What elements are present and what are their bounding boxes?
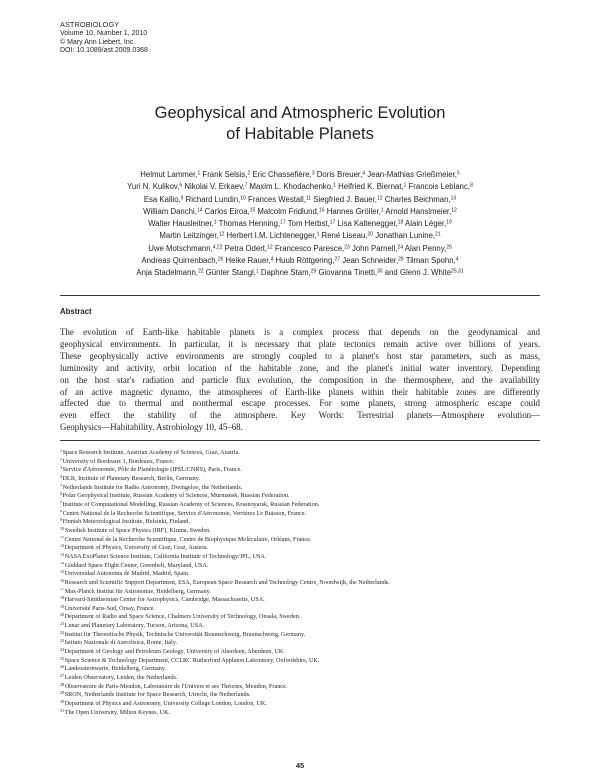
author-affiliation-mark: 13 (450, 195, 457, 201)
author-affiliation-mark: 22 (197, 268, 204, 275)
author-line (60, 255, 540, 267)
affiliation-number: 29 (60, 691, 65, 696)
affiliation-number: 28 (60, 682, 65, 687)
affiliation-number: 24 (60, 648, 65, 652)
affiliation-item (60, 492, 540, 501)
affiliation-text: DLR, Institute of Planetary Research, Berlin, Germany. (62, 474, 200, 482)
affiliation-text: Université Paris-Sud, Orsay, France. (64, 604, 156, 612)
affiliation-text: Department of Radio and Space Science, Chalmers University of Technology, Onsala, Sweden. (64, 613, 301, 621)
affiliation-item (60, 691, 540, 700)
author-name: Heike Rauer, (223, 256, 271, 266)
author-name: John Parnell, (349, 243, 398, 253)
affiliation-number: 9 (60, 518, 63, 523)
author-affiliation-mark: 23 (344, 244, 350, 251)
author-affiliation-mark: 9 (180, 195, 184, 201)
author-name: Eric Chassefière, (250, 170, 312, 179)
author-affiliation-mark: 1 (197, 170, 201, 177)
author-name: Nikolai V. Erkaev, (182, 182, 245, 192)
author-affiliation-mark: 15 (249, 207, 256, 214)
author-affiliation-mark: 14 (196, 207, 203, 214)
author-name: Huub Röttgering, (273, 256, 335, 266)
affiliation-text: Max-Planck Institut für Astronomie, Heidelberg, Germany. (64, 587, 211, 595)
affiliation-text: Istituto Nazionale di Astrofisica, Rome, Italy. (64, 639, 178, 647)
affiliation-text: Landessternwarte, Heidelberg, Germany. (64, 665, 167, 673)
affiliation-number: 18 (60, 596, 65, 600)
author-affiliation-mark: 12 (376, 195, 383, 201)
affiliation-text: Polar Geophysical Institute, Russian Academy of Sciences, Murmansk, Russian Federation. (62, 492, 290, 500)
abstract-line: luminosity and activity, orbit location of the habitable zone, and the planet's initial water inventory. Depending (60, 362, 540, 373)
author-affiliation-mark: 1 (403, 182, 407, 189)
journal-copyright: © Mary Ann Liebert, Inc. (60, 38, 136, 46)
affiliation-item (60, 518, 540, 527)
affiliation-text: Centre National de la Recherche Scientifique, Centre de Biophysique Moléculaire, Orléans, France. (64, 535, 312, 543)
affiliation-text: Observatoire de Paris-Meudon, Laboratoire de l'Univers et ses Théories, Meudon, France. (64, 682, 288, 690)
affiliation-text: Goddard Space Flight Center, Greenbelt, Maryland, USA. (64, 561, 209, 569)
author-line (60, 230, 540, 242)
affiliation-text: The Open University, Milton Keynes, UK. (64, 708, 171, 716)
author-name: Frank Selsis, (200, 170, 248, 179)
author-name: Malcolm Fridlund, (255, 206, 319, 216)
affiliation-item (60, 622, 540, 631)
author-affiliation-mark: 28 (398, 256, 404, 263)
author-affiliation-mark: 19 (446, 219, 452, 226)
affiliation-item (60, 674, 540, 683)
affiliation-number: 15 (60, 570, 65, 574)
author-name: Francois Leblanc, (406, 182, 471, 192)
author-name: Daphne Stam, (258, 268, 311, 278)
affiliation-number: 23 (60, 639, 65, 644)
author-name: Hannes Gröller, (324, 206, 381, 216)
author-affiliation-mark: 17 (280, 219, 286, 226)
author-affiliation-mark: 4 (455, 256, 459, 263)
affiliation-item (60, 570, 540, 579)
author-name: Günter Stangl, (203, 268, 256, 278)
affiliation-item (60, 588, 540, 597)
affiliation-number: 20 (60, 613, 65, 618)
author-affiliation-mark: 21 (435, 231, 441, 238)
affiliation-text: Department of Physics, University of Graz, Graz, Austria. (64, 544, 209, 552)
author-name: Thomas Henning, (216, 219, 281, 229)
journal-header (60, 21, 148, 56)
affiliation-number: 6 (60, 492, 63, 497)
author-name: Arnold Hanslmeier, (383, 206, 452, 216)
affiliation-number: 17 (60, 587, 65, 592)
abstract-line: even effect the stability of the atmosphere. Key Words: Terrestrial planets—Atmosphere evolution— (60, 410, 540, 421)
page-number: 45 (295, 761, 305, 770)
affiliation-number: 13 (60, 552, 65, 557)
author-affiliation-mark: 8 (470, 182, 473, 189)
affiliation-text: NASA ExoPlanet Science Institute, California Institute of Technology/JPL, USA. (64, 552, 267, 560)
affiliation-item (60, 709, 540, 718)
affiliation-text: Lunar and Planetary Laboratory, Tucson, Arizona, USA. (64, 622, 205, 630)
journal-volume: Volume 10, Number 1, 2010 (60, 29, 148, 37)
affiliation-number: 3 (60, 466, 63, 471)
author-affiliation-mark: 2 (247, 170, 251, 177)
author-affiliation-mark: 1 (213, 219, 217, 226)
author-name: Carlos Eiroa, (202, 206, 250, 216)
author-name: Tilman Spohn, (403, 256, 456, 266)
affiliation-item (60, 562, 540, 571)
affiliation-item (60, 665, 540, 674)
affiliation-number: 8 (60, 509, 63, 514)
affiliation-number: 30 (60, 700, 65, 704)
author-name: Maxim L. Khodachenko, (247, 182, 334, 192)
author-name: Jean-Mathias Grießmeier, (365, 170, 457, 179)
author-affiliation-mark: 1 (316, 231, 320, 238)
affiliation-number: 4 (60, 474, 63, 479)
affiliation-text: Institut für Theoretische Physik, Technische Universität Braunschweig, Braunschweig, Germany. (64, 630, 306, 638)
author-line (60, 194, 540, 206)
affiliation-item (60, 553, 540, 562)
author-name: Helfried K. Biernat, (335, 182, 404, 192)
author-line (60, 243, 540, 255)
affiliation-text: Finnish Meteorological Institute, Helsinki, Finland. (62, 518, 190, 526)
affiliation-number: 11 (60, 535, 65, 540)
abstract-body (60, 327, 540, 434)
abstract-line: on the host star's radiation and particle flux evolution, the composition in the thermosphere, and the availability (60, 374, 540, 385)
affiliation-number: 10 (60, 526, 65, 531)
author-name: Francesco Paresce, (272, 243, 345, 253)
abstract-line: These geophysically active environments are strongly coupled to a planet's host star parameters, such as mass, (60, 350, 540, 361)
affiliation-number: 14 (60, 561, 65, 566)
author-affiliation-mark: 27 (334, 256, 341, 263)
affiliation-text: Space Research Institute, Austrian Academy of Sciences, Graz, Austria. (62, 449, 240, 456)
affiliation-number: 12 (60, 544, 65, 549)
affiliation-item (60, 648, 540, 657)
author-name: Siegfried J. Bauer, (311, 194, 377, 204)
author-affiliation-mark: 30 (377, 268, 383, 275)
affiliation-item (60, 475, 540, 484)
affiliation-item (60, 579, 540, 588)
author-affiliation-mark: 4,22 (212, 244, 223, 251)
affiliation-item (60, 484, 540, 493)
author-name: Charles Beichman, (382, 194, 451, 204)
journal-doi: DOI: 10.1089/ast.2009.0368 (60, 47, 148, 55)
author-name: Walter Hausleitner, (148, 219, 214, 229)
author-name: Uwe Motschmann, (148, 243, 213, 253)
author-affiliation-mark: 11 (305, 195, 312, 201)
affiliation-item (60, 458, 540, 467)
title-line: of Habitable Planets (226, 125, 374, 143)
affiliations-list (60, 449, 540, 717)
author-name: Yuri N. Kulikov, (127, 182, 180, 192)
author-affiliation-mark: 5 (456, 170, 460, 177)
affiliation-item (60, 639, 540, 648)
affiliation-item (60, 657, 540, 666)
affiliation-text: Space Science & Technology Department, CCLRC Rutherford Appleton Laboratory, Oxfordshire, UK. (64, 656, 320, 664)
author-name: Helmut Lammer, (140, 170, 198, 179)
affiliation-number: 22 (60, 630, 65, 635)
author-affiliation-mark: 7 (244, 182, 248, 189)
affiliation-text: Department of Physics and Astronomy, University College London, London, UK. (64, 700, 267, 708)
author-name: Frances Westall, (245, 194, 306, 204)
author-line (60, 206, 540, 218)
author-affiliation-mark: 10 (240, 195, 246, 201)
affiliation-item (60, 631, 540, 640)
author-name: Giovanna Tinetti, (316, 268, 378, 278)
affiliation-text: Harvard-Smithsonian Center for Astrophysics, Cambridge, Massachusetts, USA. (64, 596, 265, 604)
author-affiliation-mark: 1 (380, 207, 384, 214)
author-affiliation-mark: 25 (446, 244, 452, 251)
affiliation-text: Leiden Observatory, Leiden, the Netherlands. (64, 674, 178, 682)
author-name: Herbert I.M. Lichtenegger, (224, 231, 317, 241)
author-affiliation-mark: 29 (310, 268, 317, 275)
affiliation-text: Department of Geology and Petroleum Geology, University of Aberdeen, Aberdeen, UK. (64, 648, 285, 656)
author-affiliation-mark: 18 (397, 219, 404, 226)
author-name: Tom Herbst, (285, 219, 330, 229)
affiliation-number: 26 (60, 665, 65, 670)
author-affiliation-mark: 26 (217, 256, 224, 263)
affiliation-text: Institute of Computational Modelling, Russian Academy of Sciences, Krasnoyarsk, Russian Federation. (62, 500, 320, 508)
affiliation-text: Universidad Autonoma de Madrid, Madrid, Spain. (64, 570, 190, 578)
affiliation-text: Service d'Aéronomie, Pôle de Planétologie (IPSL/CNRS), Paris, France. (62, 466, 242, 474)
journal-name: ASTROBIOLOGY (60, 20, 120, 29)
affiliation-item (60, 527, 540, 536)
title-line: Geophysical and Atmospheric Evolution (154, 104, 446, 122)
author-name: Lisa Kaltenegger, (335, 219, 398, 229)
affiliation-text: University of Bordeaux 1, Bordeaux, France. (62, 457, 175, 465)
divider (60, 295, 540, 296)
affiliation-item (60, 605, 540, 614)
affiliation-item (60, 596, 540, 605)
author-name: René Liseau, (319, 231, 368, 241)
author-affiliation-mark: 17 (329, 219, 336, 226)
affiliation-item (60, 544, 540, 553)
abstract-line: geophysical environments. In particular, it is necessary that plate tectonics remain active over billions of years. (60, 338, 540, 349)
affiliation-item (60, 501, 540, 510)
article-title (0, 103, 600, 145)
affiliation-number: 25 (60, 656, 65, 661)
author-affiliation-mark: 24 (397, 244, 404, 251)
divider (60, 440, 540, 441)
author-affiliation-mark: 3 (311, 170, 315, 177)
abstract-line: Geophysics—Habitability. Astrobiology 10, 45–68. (60, 422, 243, 433)
author-affiliation-mark: 4 (362, 170, 366, 177)
affiliation-item (60, 449, 540, 458)
abstract-line: of an active magnetic dynamo, the atmospheres of Earth-like planets within their habitable zones are differently (60, 386, 540, 397)
author-affiliation-mark: 12 (451, 207, 457, 214)
abstract-line: affected due to thermal and nonthermal escape processes. For some planets, strong atmospheric escape could (60, 398, 540, 409)
author-name: Jean Schneider, (340, 256, 399, 266)
author-name: Esa Kallio, (143, 194, 181, 204)
affiliation-number: 27 (60, 674, 65, 678)
author-name: Petra Odert, (222, 243, 268, 253)
affiliation-number: 19 (60, 604, 65, 609)
affiliation-text: Swedish Institute of Space Physics (IRF), Kiruna, Sweden. (64, 526, 211, 534)
affiliation-number: 5 (60, 483, 63, 488)
affiliation-item (60, 510, 540, 519)
author-name: and Glenn J. White (382, 268, 452, 278)
author-name: Andreas Quirrenbach, (141, 256, 218, 266)
affiliation-text: SRON, Netherlands Institute for Space Research, Utrecht, the Netherlands. (64, 691, 251, 699)
affiliation-item (60, 466, 540, 475)
author-name: Anja Stadelmann, (136, 268, 198, 278)
affiliation-number: 1 (60, 449, 63, 453)
author-name: Alan Penny, (403, 243, 447, 253)
author-name: Jonathan Lunine, (373, 231, 436, 241)
author-name: Richard Lundin, (183, 194, 241, 204)
affiliation-number: 7 (60, 500, 63, 505)
author-affiliation-mark: 1 (333, 182, 336, 189)
author-name: William Danchi, (143, 206, 197, 216)
affiliation-number: 16 (60, 578, 65, 583)
affiliation-number: 2 (60, 457, 63, 462)
author-name: Martin Leitzinger, (159, 231, 219, 241)
author-affiliation-mark: 1 (255, 268, 259, 275)
author-affiliation-mark: 6 (179, 182, 183, 189)
affiliation-number: 21 (60, 622, 65, 626)
affiliation-text: Centre National de la Recherche Scientifique, Service d'Aéronomie, Verrières Le Buisson, France. (62, 509, 307, 517)
author-affiliation-mark: 12 (218, 231, 225, 238)
affiliation-text: Netherlands Institute for Radio Astronomy, Dwingeloo, the Netherlands. (62, 483, 243, 491)
abstract-heading: Abstract (60, 307, 92, 316)
author-affiliation-mark: 20 (367, 231, 374, 238)
author-name: Doris Breuer, (314, 170, 363, 179)
abstract-line: The evolution of Earth-like habitable planets is a complex process that depends on the geodynamical and (60, 327, 540, 337)
affiliation-item (60, 536, 540, 545)
affiliation-text: Research and Scientific Support Department, ESA, European Space Research and Technology Centre, Noordwijk, the Netherlands. (64, 578, 390, 586)
author-line (60, 169, 540, 181)
author-affiliation-mark: 25,31 (451, 268, 464, 275)
affiliation-item (60, 613, 540, 622)
affiliation-item (60, 683, 540, 692)
affiliation-item (60, 700, 540, 709)
author-line (60, 218, 540, 230)
author-line (60, 267, 540, 279)
author-name: Alain Léger, (403, 219, 447, 229)
author-affiliation-mark: 4 (270, 256, 274, 263)
author-affiliation-mark: 16 (318, 207, 325, 214)
author-line (60, 181, 540, 193)
affiliation-number: 31 (60, 708, 65, 713)
author-affiliation-mark: 12 (267, 244, 273, 251)
author-list (60, 169, 540, 280)
